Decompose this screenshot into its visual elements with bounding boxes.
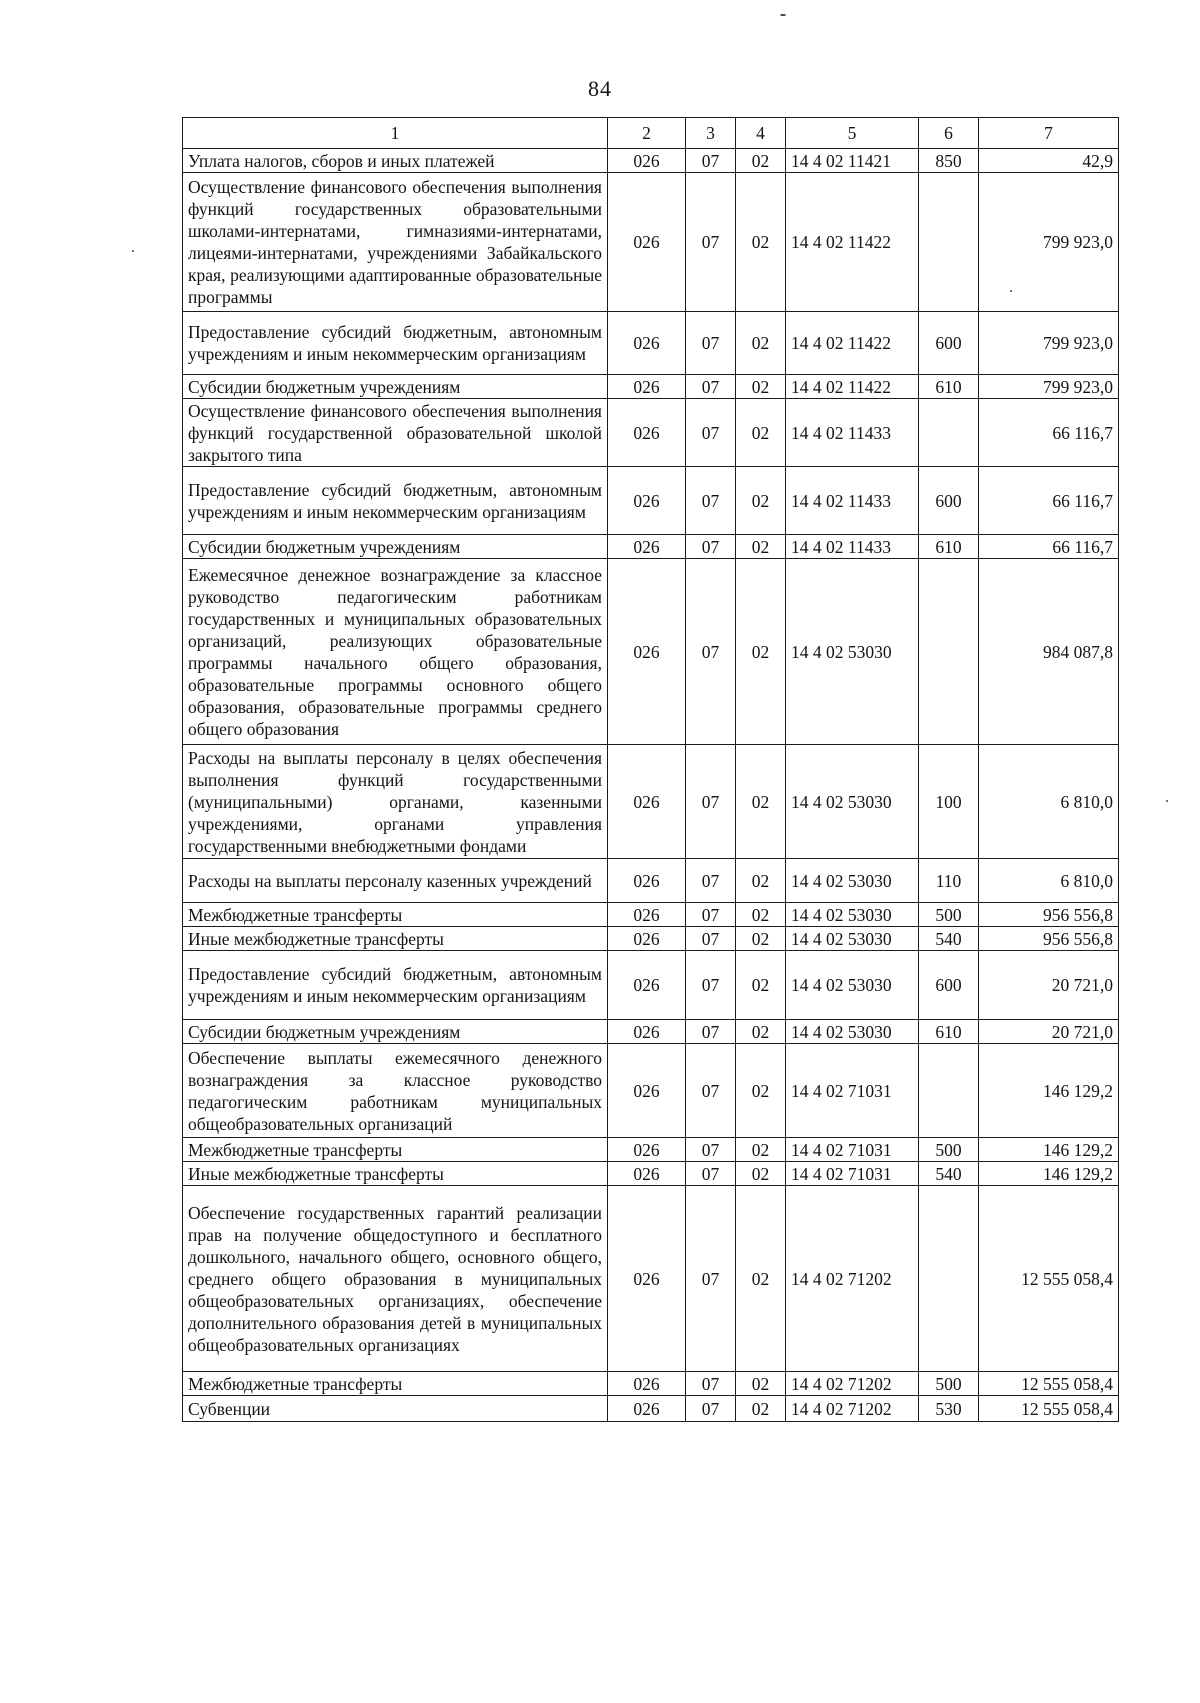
target-article-cell: 14 4 02 53030 — [786, 903, 919, 927]
target-article-cell: 14 4 02 11422 — [786, 173, 919, 312]
amount-cell: 956 556,8 — [979, 927, 1119, 951]
row-title: Иные межбюджетные трансферты — [183, 927, 608, 951]
header-cell: 6 — [919, 118, 979, 149]
table-row — [183, 745, 1119, 859]
expense-type-cell: 850 — [919, 149, 979, 173]
target-article-cell: 14 4 02 53030 — [786, 559, 919, 745]
section-cell: 07 — [686, 859, 736, 903]
table-row — [183, 1372, 1119, 1396]
target-article-cell: 14 4 02 11433 — [786, 535, 919, 559]
subsection-cell: 02 — [736, 173, 786, 312]
section-cell: 07 — [686, 1396, 736, 1422]
table-row — [183, 559, 1119, 745]
target-article-cell: 14 4 02 71202 — [786, 1372, 919, 1396]
subsection-cell: 02 — [736, 1162, 786, 1186]
scan-speck — [1010, 290, 1012, 292]
table-row — [183, 927, 1119, 951]
code-cell: 026 — [608, 1162, 686, 1186]
subsection-cell: 02 — [736, 535, 786, 559]
subsection-cell: 02 — [736, 951, 786, 1020]
amount-cell: 146 129,2 — [979, 1162, 1119, 1186]
section-cell: 07 — [686, 1020, 736, 1044]
table-row — [183, 951, 1119, 1020]
subsection-cell: 02 — [736, 149, 786, 173]
expense-type-cell: 610 — [919, 1020, 979, 1044]
code-cell: 026 — [608, 1186, 686, 1372]
amount-cell: 6 810,0 — [979, 859, 1119, 903]
amount-cell: 12 555 058,4 — [979, 1372, 1119, 1396]
row-title: Уплата налогов, сборов и иных платежей — [183, 149, 608, 173]
table-row — [183, 1186, 1119, 1372]
row-title: Межбюджетные трансферты — [183, 1138, 608, 1162]
row-title: Субсидии бюджетным учреждениям — [183, 535, 608, 559]
table-row — [183, 173, 1119, 312]
expense-type-cell — [919, 559, 979, 745]
code-cell: 026 — [608, 312, 686, 375]
header-cell: 3 — [686, 118, 736, 149]
expense-type-cell — [919, 1186, 979, 1372]
table-row — [183, 467, 1119, 535]
row-title: Осуществление финансового обеспечения выполнения функций государственной образовательной школой закрытого типа — [183, 399, 608, 467]
code-cell: 026 — [608, 173, 686, 312]
expense-type-cell: 110 — [919, 859, 979, 903]
code-cell: 026 — [608, 559, 686, 745]
row-title: Иные межбюджетные трансферты — [183, 1162, 608, 1186]
target-article-cell: 14 4 02 53030 — [786, 927, 919, 951]
target-article-cell: 14 4 02 53030 — [786, 1020, 919, 1044]
target-article-cell: 14 4 02 53030 — [786, 745, 919, 859]
row-title: Обеспечение государственных гарантий реализации прав на получение общедоступного и бесплатного дошкольного, начального общего, основного общего, среднего общего образования в муниципальных общеобразовательных организациях, обеспечение дополнительного образования детей в муниципальных общеобразовательных организациях — [183, 1186, 608, 1372]
amount-cell: 20 721,0 — [979, 951, 1119, 1020]
subsection-cell: 02 — [736, 559, 786, 745]
amount-cell: 12 555 058,4 — [979, 1396, 1119, 1422]
subsection-cell: 02 — [736, 745, 786, 859]
section-cell: 07 — [686, 927, 736, 951]
section-cell: 07 — [686, 173, 736, 312]
section-cell: 07 — [686, 559, 736, 745]
target-article-cell: 14 4 02 11422 — [786, 375, 919, 399]
expense-type-cell: 600 — [919, 951, 979, 1020]
code-cell: 026 — [608, 1372, 686, 1396]
code-cell: 026 — [608, 951, 686, 1020]
table-row — [183, 1044, 1119, 1138]
budget-table — [182, 117, 1119, 1422]
scan-speck — [132, 250, 134, 252]
row-title: Субсидии бюджетным учреждениям — [183, 375, 608, 399]
row-title: Расходы на выплаты персоналу казенных учреждений — [183, 859, 608, 903]
section-cell: 07 — [686, 951, 736, 1020]
subsection-cell: 02 — [736, 1372, 786, 1396]
row-title: Межбюджетные трансферты — [183, 1372, 608, 1396]
section-cell: 07 — [686, 399, 736, 467]
expense-type-cell — [919, 173, 979, 312]
row-title: Субсидии бюджетным учреждениям — [183, 1020, 608, 1044]
subsection-cell: 02 — [736, 467, 786, 535]
row-title: Расходы на выплаты персоналу в целях обеспечения выполнения функций государственными (муниципальными) органами, казенными учреждениями, органами управления государственными внебюджетными фондами — [183, 745, 608, 859]
row-title: Межбюджетные трансферты — [183, 903, 608, 927]
row-title: Обеспечение выплаты ежемесячного денежного вознаграждения за классное руководство педагогическим работникам муниципальных общеобразовательных организаций — [183, 1044, 608, 1138]
target-article-cell: 14 4 02 11422 — [786, 312, 919, 375]
expense-type-cell: 500 — [919, 903, 979, 927]
target-article-cell: 14 4 02 71031 — [786, 1162, 919, 1186]
code-cell: 026 — [608, 1020, 686, 1044]
subsection-cell: 02 — [736, 903, 786, 927]
expense-type-cell: 540 — [919, 1162, 979, 1186]
section-cell: 07 — [686, 1138, 736, 1162]
table-row — [183, 1138, 1119, 1162]
section-cell: 07 — [686, 535, 736, 559]
section-cell: 07 — [686, 1162, 736, 1186]
expense-type-cell — [919, 399, 979, 467]
code-cell: 026 — [608, 859, 686, 903]
header-cell: 4 — [736, 118, 786, 149]
code-cell: 026 — [608, 927, 686, 951]
scan-speck — [780, 14, 786, 16]
table-row — [183, 1020, 1119, 1044]
amount-cell: 66 116,7 — [979, 467, 1119, 535]
header-cell: 7 — [979, 118, 1119, 149]
table-row — [183, 1162, 1119, 1186]
subsection-cell: 02 — [736, 1396, 786, 1422]
row-title: Предоставление субсидий бюджетным, автономным учреждениям и иным некоммерческим организациям — [183, 312, 608, 375]
table-header-row — [183, 118, 1119, 149]
code-cell: 026 — [608, 375, 686, 399]
amount-cell: 984 087,8 — [979, 559, 1119, 745]
subsection-cell: 02 — [736, 1138, 786, 1162]
code-cell: 026 — [608, 1138, 686, 1162]
section-cell: 07 — [686, 467, 736, 535]
code-cell: 026 — [608, 399, 686, 467]
section-cell: 07 — [686, 375, 736, 399]
target-article-cell: 14 4 02 53030 — [786, 951, 919, 1020]
section-cell: 07 — [686, 149, 736, 173]
expense-type-cell — [919, 1044, 979, 1138]
target-article-cell: 14 4 02 11433 — [786, 467, 919, 535]
subsection-cell: 02 — [736, 927, 786, 951]
row-title: Ежемесячное денежное вознаграждение за классное руководство педагогическим работникам государственных и муниципальных образовательных организаций, реализующих образовательные программы начального общего образования, образовательные программы основного общего образования, образовательные программы среднего общего образования — [183, 559, 608, 745]
amount-cell: 42,9 — [979, 149, 1119, 173]
row-title: Осуществление финансового обеспечения выполнения функций государственных образовательными школами-интернатами, гимназиями-интернатами, лицеями-интернатами, учреждениями Забайкальского края, реализующими адаптированные образовательные программы — [183, 173, 608, 312]
amount-cell: 956 556,8 — [979, 903, 1119, 927]
amount-cell: 799 923,0 — [979, 312, 1119, 375]
table-row — [183, 903, 1119, 927]
section-cell: 07 — [686, 312, 736, 375]
target-article-cell: 14 4 02 71202 — [786, 1396, 919, 1422]
amount-cell: 6 810,0 — [979, 745, 1119, 859]
subsection-cell: 02 — [736, 1186, 786, 1372]
subsection-cell: 02 — [736, 1020, 786, 1044]
target-article-cell: 14 4 02 71202 — [786, 1186, 919, 1372]
expense-type-cell: 600 — [919, 312, 979, 375]
code-cell: 026 — [608, 1396, 686, 1422]
amount-cell: 799 923,0 — [979, 375, 1119, 399]
expense-type-cell: 530 — [919, 1396, 979, 1422]
target-article-cell: 14 4 02 11421 — [786, 149, 919, 173]
subsection-cell: 02 — [736, 312, 786, 375]
header-cell: 1 — [183, 118, 608, 149]
section-cell: 07 — [686, 903, 736, 927]
amount-cell: 66 116,7 — [979, 535, 1119, 559]
section-cell: 07 — [686, 1044, 736, 1138]
section-cell: 07 — [686, 1372, 736, 1396]
amount-cell: 12 555 058,4 — [979, 1186, 1119, 1372]
table-row — [183, 312, 1119, 375]
table-row — [183, 535, 1119, 559]
expense-type-cell: 100 — [919, 745, 979, 859]
code-cell: 026 — [608, 149, 686, 173]
code-cell: 026 — [608, 745, 686, 859]
amount-cell: 66 116,7 — [979, 399, 1119, 467]
expense-type-cell: 500 — [919, 1138, 979, 1162]
target-article-cell: 14 4 02 71031 — [786, 1138, 919, 1162]
row-title: Субвенции — [183, 1396, 608, 1422]
section-cell: 07 — [686, 745, 736, 859]
subsection-cell: 02 — [736, 859, 786, 903]
row-title: Предоставление субсидий бюджетным, автономным учреждениям и иным некоммерческим организациям — [183, 951, 608, 1020]
code-cell: 026 — [608, 903, 686, 927]
table-row — [183, 149, 1119, 173]
code-cell: 026 — [608, 467, 686, 535]
subsection-cell: 02 — [736, 399, 786, 467]
target-article-cell: 14 4 02 53030 — [786, 859, 919, 903]
code-cell: 026 — [608, 535, 686, 559]
amount-cell: 799 923,0 — [979, 173, 1119, 312]
amount-cell: 146 129,2 — [979, 1138, 1119, 1162]
amount-cell: 146 129,2 — [979, 1044, 1119, 1138]
expense-type-cell: 600 — [919, 467, 979, 535]
target-article-cell: 14 4 02 11433 — [786, 399, 919, 467]
header-cell: 5 — [786, 118, 919, 149]
code-cell: 026 — [608, 1044, 686, 1138]
page-number: 84 — [588, 76, 612, 101]
expense-type-cell: 540 — [919, 927, 979, 951]
target-article-cell: 14 4 02 71031 — [786, 1044, 919, 1138]
table-row — [183, 399, 1119, 467]
expense-type-cell: 500 — [919, 1372, 979, 1396]
amount-cell: 20 721,0 — [979, 1020, 1119, 1044]
table-row — [183, 859, 1119, 903]
table-row — [183, 1396, 1119, 1422]
row-title: Предоставление субсидий бюджетным, автономным учреждениям и иным некоммерческим организациям — [183, 467, 608, 535]
scan-speck — [1166, 800, 1168, 802]
section-cell: 07 — [686, 1186, 736, 1372]
expense-type-cell: 610 — [919, 535, 979, 559]
subsection-cell: 02 — [736, 1044, 786, 1138]
header-cell: 2 — [608, 118, 686, 149]
subsection-cell: 02 — [736, 375, 786, 399]
table-row — [183, 375, 1119, 399]
expense-type-cell: 610 — [919, 375, 979, 399]
